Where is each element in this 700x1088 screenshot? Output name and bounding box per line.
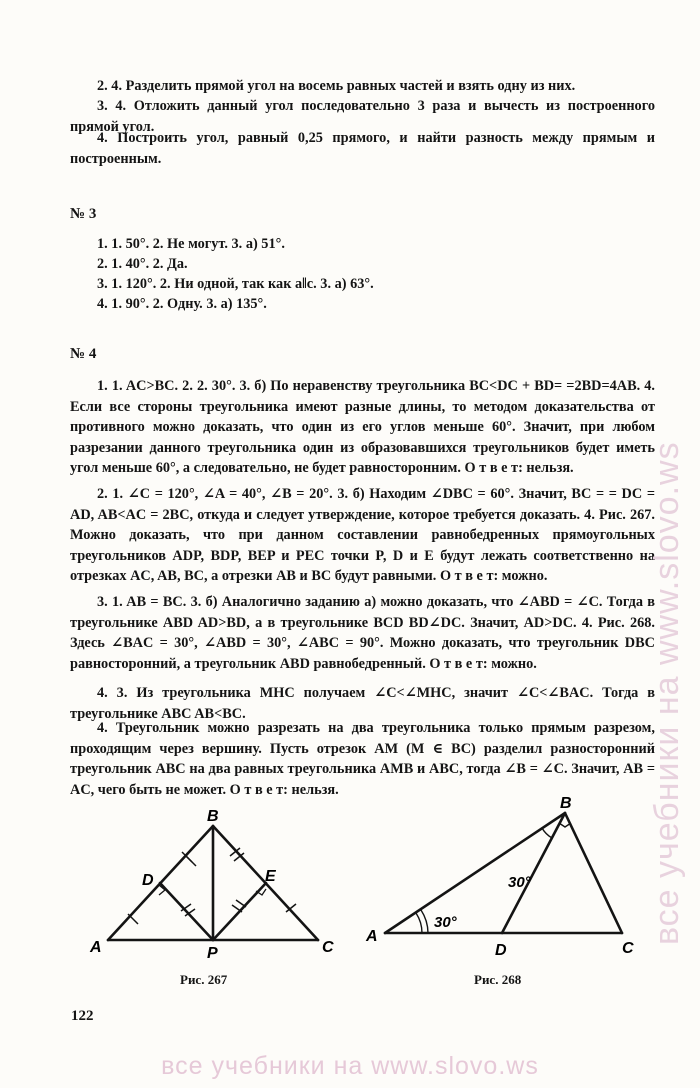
fig267-label-d: D [142,872,154,889]
answer-3-4: 3. 4. Отложить данный угол последовательно 3 раза и вычесть из построенного прямой угол. [70,98,655,135]
side-watermark: все учебники на www.slovo.ws [648,441,686,945]
fig267-label-c: C [322,939,334,956]
section-4-paragraph-5: 4. Треугольник можно разрезать на два треугольника только прямым разрезом, проходящим через вершину. Пусть отрезок AM (M ∈ BC) разделил разносторонний треугольник ABC на два равных треугольника AMB и ABC, тогда ∠B = ∠C. Значит, AB = AC, чего быть не может. О т в е т: нельзя. [70,720,655,798]
section-3-line-3: 3. 1. 120°. 2. Ни одной, так как a‖c. 3. а) 63°. [97,276,374,292]
figure-268 [360,783,650,958]
section-4-paragraph-4: 4. 3. Из треугольника MHC получаем ∠C<∠MHC, значит ∠C<∠BAC. Тогда в треугольнике ABC AB<BC. [70,685,655,722]
section-4-paragraph-2: 2. 1. ∠C = 120°, ∠A = 40°, ∠B = 20°. 3. б) Находим ∠DBC = 60°. Значит, BC = = DC = AD, AB<AC = 2BC, откуда и следует утверждение, которое требуется доказать. 4. Рис. 267. Можно доказать, что при данном составлении равнобедренных прямоугольных треугольников ADP, BDP, BEP и PEC точки P, D и E будут лежать соответственно на отрезках AC, AB, BC, а отрезки AB и BC будут равными. О т в е т: можно. [70,486,655,584]
page-number: 122 [71,1008,94,1024]
fig267-label-a: A [90,939,102,956]
section-4-paragraph-3: 3. 1. AB = BC. 3. б) Аналогично заданию а) можно доказать, что ∠ABD = ∠C. Тогда в треугольнике ABD AD>BD, а в треугольнике BCD BD∠DC. Значит, AD>DC. 4. Рис. 268. Здесь ∠BAC = 30°, ∠ABD = 30°, ∠ABC = 90°. Можно доказать, что треугольник DBC равносторонний, а треугольник ABD равнобедренный. О т в е т: можно. [70,594,655,672]
fig268-angle-a: 30° [434,914,457,931]
section-3-line-2: 2. 1. 40°. 2. Да. [97,256,188,272]
fig268-angle-b: 30° [508,874,531,891]
section-4-paragraph-1: 1. 1. AC>BC. 2. 2. 30°. 3. б) По неравенству треугольника BC<DC + BD= =2BD=4AB. 4. Если все стороны треугольника имеют разные длины, то методом доказательства от противного можно доказать, что один из его углов меньше 60°. Значит, при любом разрезании данного треугольника один из образовавшихся треугольников будет иметь угол меньше 60°, а следовательно, не будет равносторонним. О т в е т: нельзя. [70,378,655,476]
figure-268-caption: Рис. 268 [474,972,522,987]
answer-4: 4. Построить угол, равный 0,25 прямого, и найти разность между прямым и построенным. [70,130,655,167]
fig267-label-b: B [207,808,219,825]
section-3-line-1: 1. 1. 50°. 2. Не могут. 3. а) 51°. [97,236,285,252]
section-4-heading: № 4 [70,346,97,362]
fig268-label-b: B [560,795,572,812]
fig267-label-p: P [207,945,218,958]
section-3-heading: № 3 [70,206,97,222]
figure-267-caption: Рис. 267 [180,972,228,987]
fig268-label-c: C [622,940,634,957]
fig267-label-e: E [265,868,276,885]
answer-2-4: 2. 4. Разделить прямой угол на восемь равных частей и взять одну из них. [97,78,576,94]
fig268-label-d: D [495,942,507,958]
fig268-label-a: A [366,928,378,945]
bottom-watermark: все учебники на www.slovo.ws [161,1052,539,1080]
figure-267 [80,808,350,958]
section-3-line-4: 4. 1. 90°. 2. Одну. 3. а) 135°. [97,296,267,312]
